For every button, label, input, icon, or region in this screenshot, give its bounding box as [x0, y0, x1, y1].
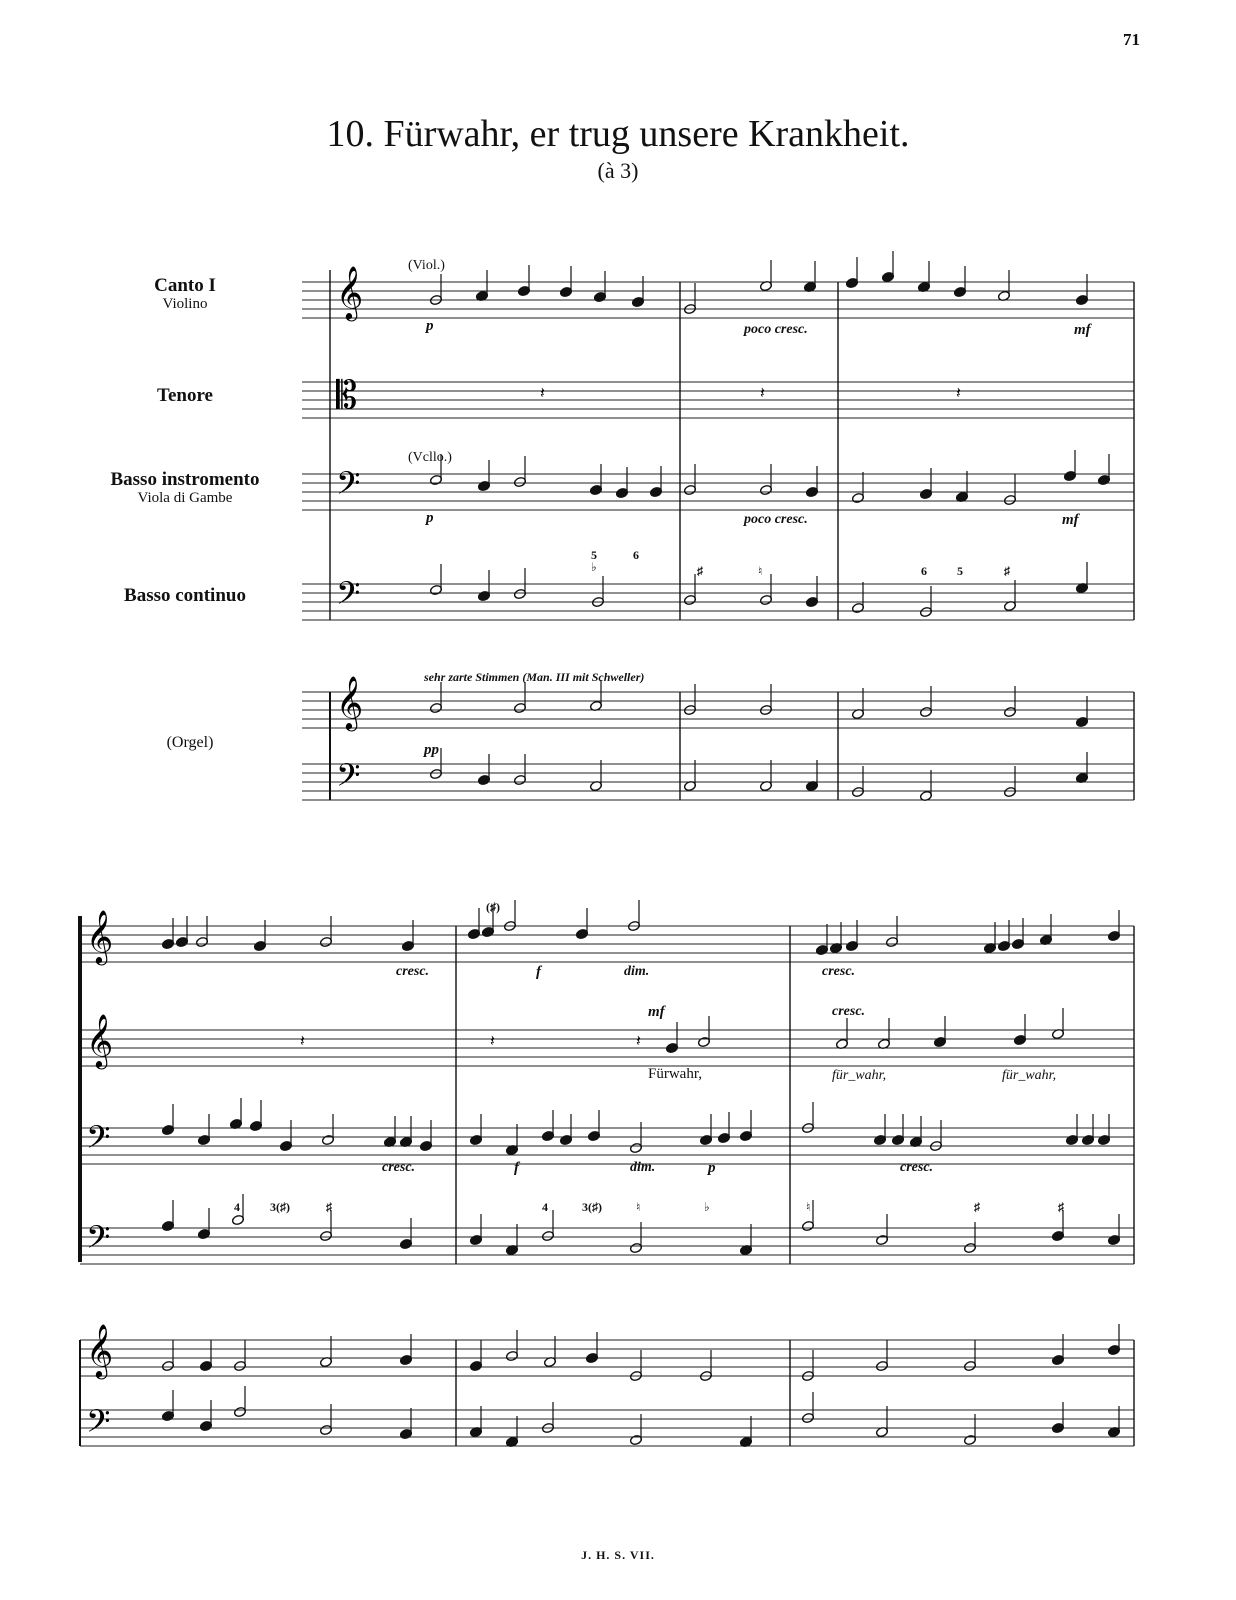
dim-gamba: dim. — [630, 1160, 656, 1175]
page-number: 71 — [1123, 30, 1140, 49]
staff-gamba-2-clef: 𝄢 — [86, 1119, 111, 1163]
tenor-rest: 𝄽 — [760, 383, 765, 402]
piece-subtitle: (à 3) — [597, 158, 639, 183]
staff-canto-clef: 𝄞 — [336, 265, 364, 319]
figure-sharp-5: ♯ — [1058, 1200, 1064, 1214]
cresc-gamba-2: cresc. — [382, 1160, 416, 1175]
figure-sharp-3: ♯ — [326, 1200, 332, 1214]
dynamic-p-gamba: p — [426, 510, 434, 526]
staff-continuo-clef: 𝄢 — [336, 575, 361, 619]
figure-6b: 6 — [921, 564, 927, 578]
organ-registration: sehr zarte Stimmen (Man. III mit Schweller) — [424, 670, 645, 684]
lyric-fuerwahr-3: für_wahr, — [1002, 1068, 1057, 1083]
figure-3-sharp-b: 3(♯) — [582, 1200, 602, 1214]
figure-5b: 5 — [957, 564, 963, 578]
dynamic-p-violin: p — [426, 318, 434, 334]
figure-4: 4 — [234, 1200, 240, 1214]
poco-cresc-violin: poco cresc. — [744, 322, 808, 337]
figure-5: 5 — [591, 548, 597, 562]
instr-violin-marking: (Viol.) — [408, 258, 445, 273]
cresc-tenor: cresc. — [832, 1004, 866, 1019]
tenor-rest-2: 𝄽 — [490, 1031, 495, 1050]
staff-tenore-clef: 𝄡 — [336, 373, 358, 417]
cresc-violin-2: cresc. — [396, 964, 430, 979]
tenor-rest-2: 𝄽 — [636, 1031, 641, 1050]
instr-cello-marking: (Vcllo.) — [408, 450, 452, 465]
figure-natural-2: ♮ — [636, 1200, 641, 1214]
figure-6: 6 — [633, 548, 639, 562]
poco-cresc-gamba: poco cresc. — [744, 512, 808, 527]
part-label-organ: (Orgel) — [166, 734, 214, 751]
organ-bass-clef-2: 𝄢 — [86, 1403, 111, 1447]
figure-natural-1: ♮ — [758, 564, 763, 578]
dynamic-p-gamba-2: p — [708, 1160, 716, 1176]
page-footer: J. H. S. VII. — [581, 1548, 655, 1562]
part-name-basso-instromento: Basso instromento — [110, 469, 260, 490]
dynamic-mf-tenor: mf — [648, 1004, 665, 1020]
staff-canto-2-clef: 𝄞 — [86, 909, 114, 963]
tenor-rest-2: 𝄽 — [300, 1031, 305, 1050]
organ-treble-clef-2: 𝄞 — [86, 1323, 114, 1377]
dynamic-mf-gamba: mf — [1062, 512, 1079, 528]
dynamic-f-gamba: f — [514, 1160, 519, 1176]
lyric-fuerwahr-1: Fürwahr, — [648, 1066, 702, 1082]
figure-sharp-2: ♯ — [1004, 564, 1010, 578]
tenor-rest: 𝄽 — [540, 383, 545, 402]
part-sub-viola-di-gambe: Viola di Gambe — [137, 490, 233, 506]
part-sub-violino: Violino — [162, 296, 208, 312]
piece-title: 10. Fürwahr, er trug unsere Krankheit. — [326, 113, 910, 155]
staff-continuo-2-clef: 𝄢 — [86, 1219, 111, 1263]
dynamic-f-violin: f — [536, 964, 541, 980]
figure-sharp-paren: (♯) — [486, 900, 500, 914]
cresc-gamba-3: cresc. — [900, 1160, 934, 1175]
part-name-canto: Canto I — [154, 275, 216, 296]
figure-flat-2: ♭ — [704, 1200, 710, 1214]
organ-treble-clef: 𝄞 — [336, 675, 364, 729]
dynamic-mf-violin: mf — [1074, 322, 1091, 338]
lyric-fuerwahr-2: für_wahr, — [832, 1068, 887, 1083]
tenor-rest: 𝄽 — [956, 383, 961, 402]
cresc-violin-3: cresc. — [822, 964, 856, 979]
staff-tenore-2-clef: 𝄞 — [86, 1013, 114, 1067]
part-name-tenore: Tenore — [157, 385, 213, 406]
figure-sharp-4: ♯ — [974, 1200, 980, 1214]
figure-sharp-1: ♯ — [697, 564, 703, 578]
figure-4b: 4 — [542, 1200, 548, 1214]
organ-bass-clef: 𝄢 — [336, 757, 361, 801]
dim-violin: dim. — [624, 964, 650, 979]
figure-natural-3: ♮ — [806, 1200, 811, 1214]
figure-3-sharp: 3(♯) — [270, 1200, 290, 1214]
part-name-basso-continuo: Basso continuo — [124, 585, 246, 606]
figure-flat: ♭ — [591, 560, 597, 574]
dynamic-pp-organ: pp — [424, 742, 439, 758]
staff-gamba-clef: 𝄢 — [336, 465, 361, 509]
